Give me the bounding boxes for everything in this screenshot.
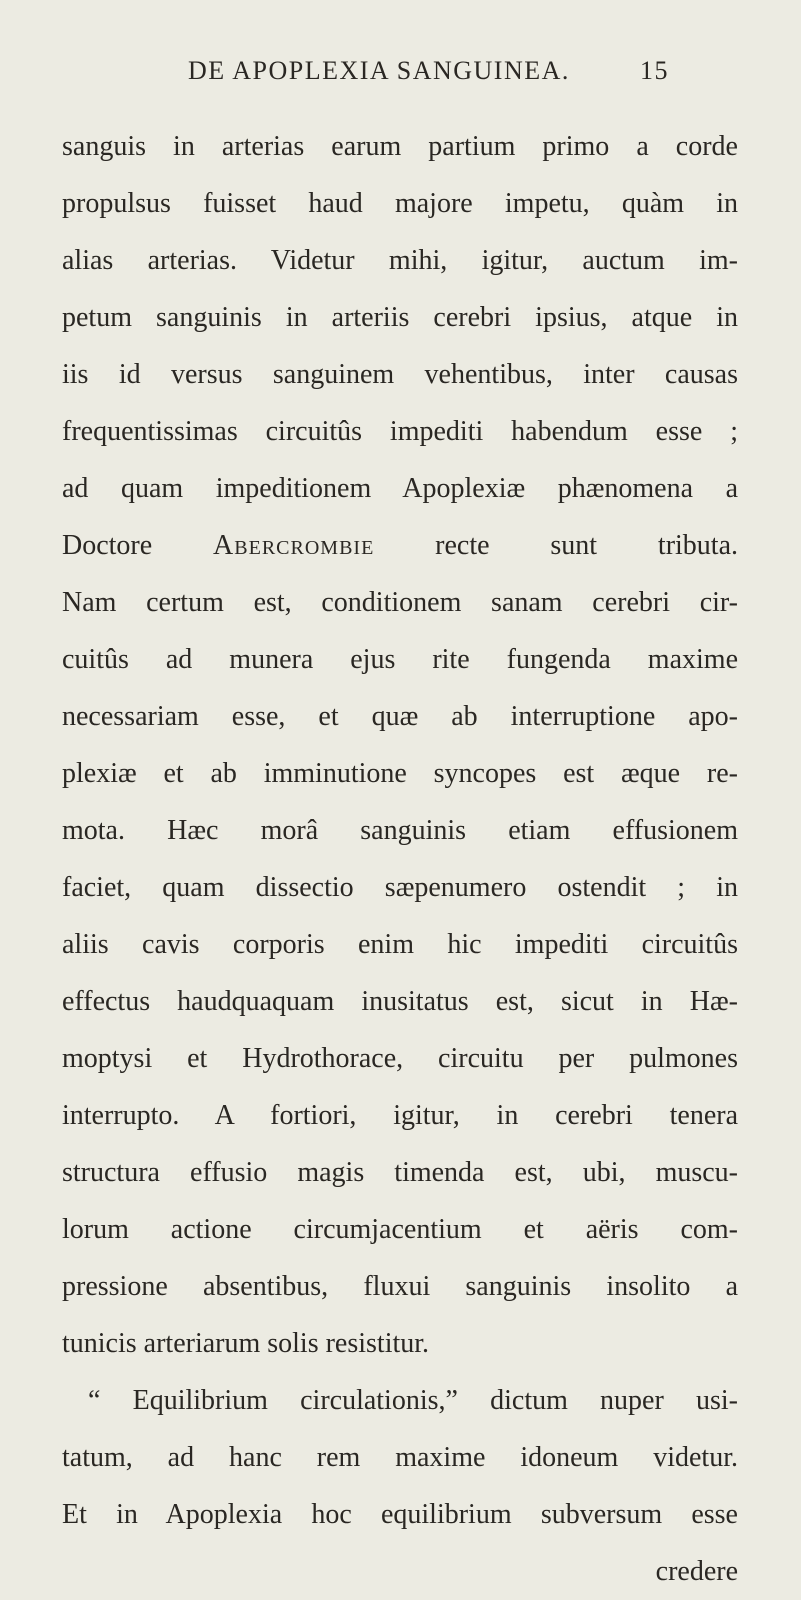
text-line: effectus haudquaquam inusitatus est, sicut in Hæ-: [62, 986, 738, 1017]
text-line: Et in Apoplexia hoc equilibrium subversum esse: [62, 1499, 738, 1530]
text-line: structura effusio magis timenda est, ubi, muscu-: [62, 1157, 738, 1188]
running-title: DE APOPLEXIA SANGUINEA.: [188, 56, 570, 85]
body-text: [62, 118, 738, 1600]
text-line: propulsus fuisset haud majore impetu, quàm in: [62, 188, 738, 219]
text-line: tunicis arteriarum solis resistitur.: [62, 1328, 430, 1359]
text-line: plexiæ et ab imminutione syncopes est æque re-: [62, 758, 738, 789]
text-line: alias arterias. Videtur mihi, igitur, auctum im-: [62, 245, 738, 276]
text-line: necessariam esse, et quæ ab interruptione apo-: [62, 701, 738, 732]
page-header: [0, 56, 801, 96]
catchword: credere: [655, 1556, 738, 1587]
text-line: faciet, quam dissectio sæpenumero ostendit ; in: [62, 872, 738, 903]
text-line: tatum, ad hanc rem maxime idoneum videtur.: [62, 1442, 738, 1473]
text-line: interrupto. A fortiori, igitur, in cerebri tenera: [62, 1100, 738, 1131]
text-line: ad quam impeditionem Apoplexiæ phænomena a: [62, 473, 738, 504]
text-fragment: recte sunt tributa.: [435, 530, 739, 561]
text-line: petum sanguinis in arteriis cerebri ipsius, atque in: [62, 302, 738, 333]
text-line: cuitûs ad munera ejus rite fungenda maxime: [62, 644, 738, 675]
text-line: sanguis in arterias earum partium primo a corde: [62, 131, 738, 162]
author-name: Abercrombie: [213, 530, 375, 561]
text-fragment: Doctore: [62, 530, 153, 561]
text-line: aliis cavis corporis enim hic impediti circuitûs: [62, 929, 738, 960]
text-line: pressione absentibus, fluxui sanguinis insolito a: [62, 1271, 738, 1302]
text-line: “ Equilibrium circulationis,” dictum nuper usi-: [88, 1385, 738, 1416]
text-line: [62, 517, 738, 574]
text-line: mota. Hæc morâ sanguinis etiam effusionem: [62, 815, 738, 846]
text-line: frequentissimas circuitûs impediti habendum esse ;: [62, 416, 738, 447]
text-line: moptysi et Hydrothorace, circuitu per pulmones: [62, 1043, 738, 1074]
page-number: 15: [640, 56, 669, 85]
text-line: Nam certum est, conditionem sanam cerebri cir-: [62, 587, 738, 618]
text-line: lorum actione circumjacentium et aëris com-: [62, 1214, 738, 1245]
text-line: iis id versus sanguinem vehentibus, inter causas: [62, 359, 738, 390]
